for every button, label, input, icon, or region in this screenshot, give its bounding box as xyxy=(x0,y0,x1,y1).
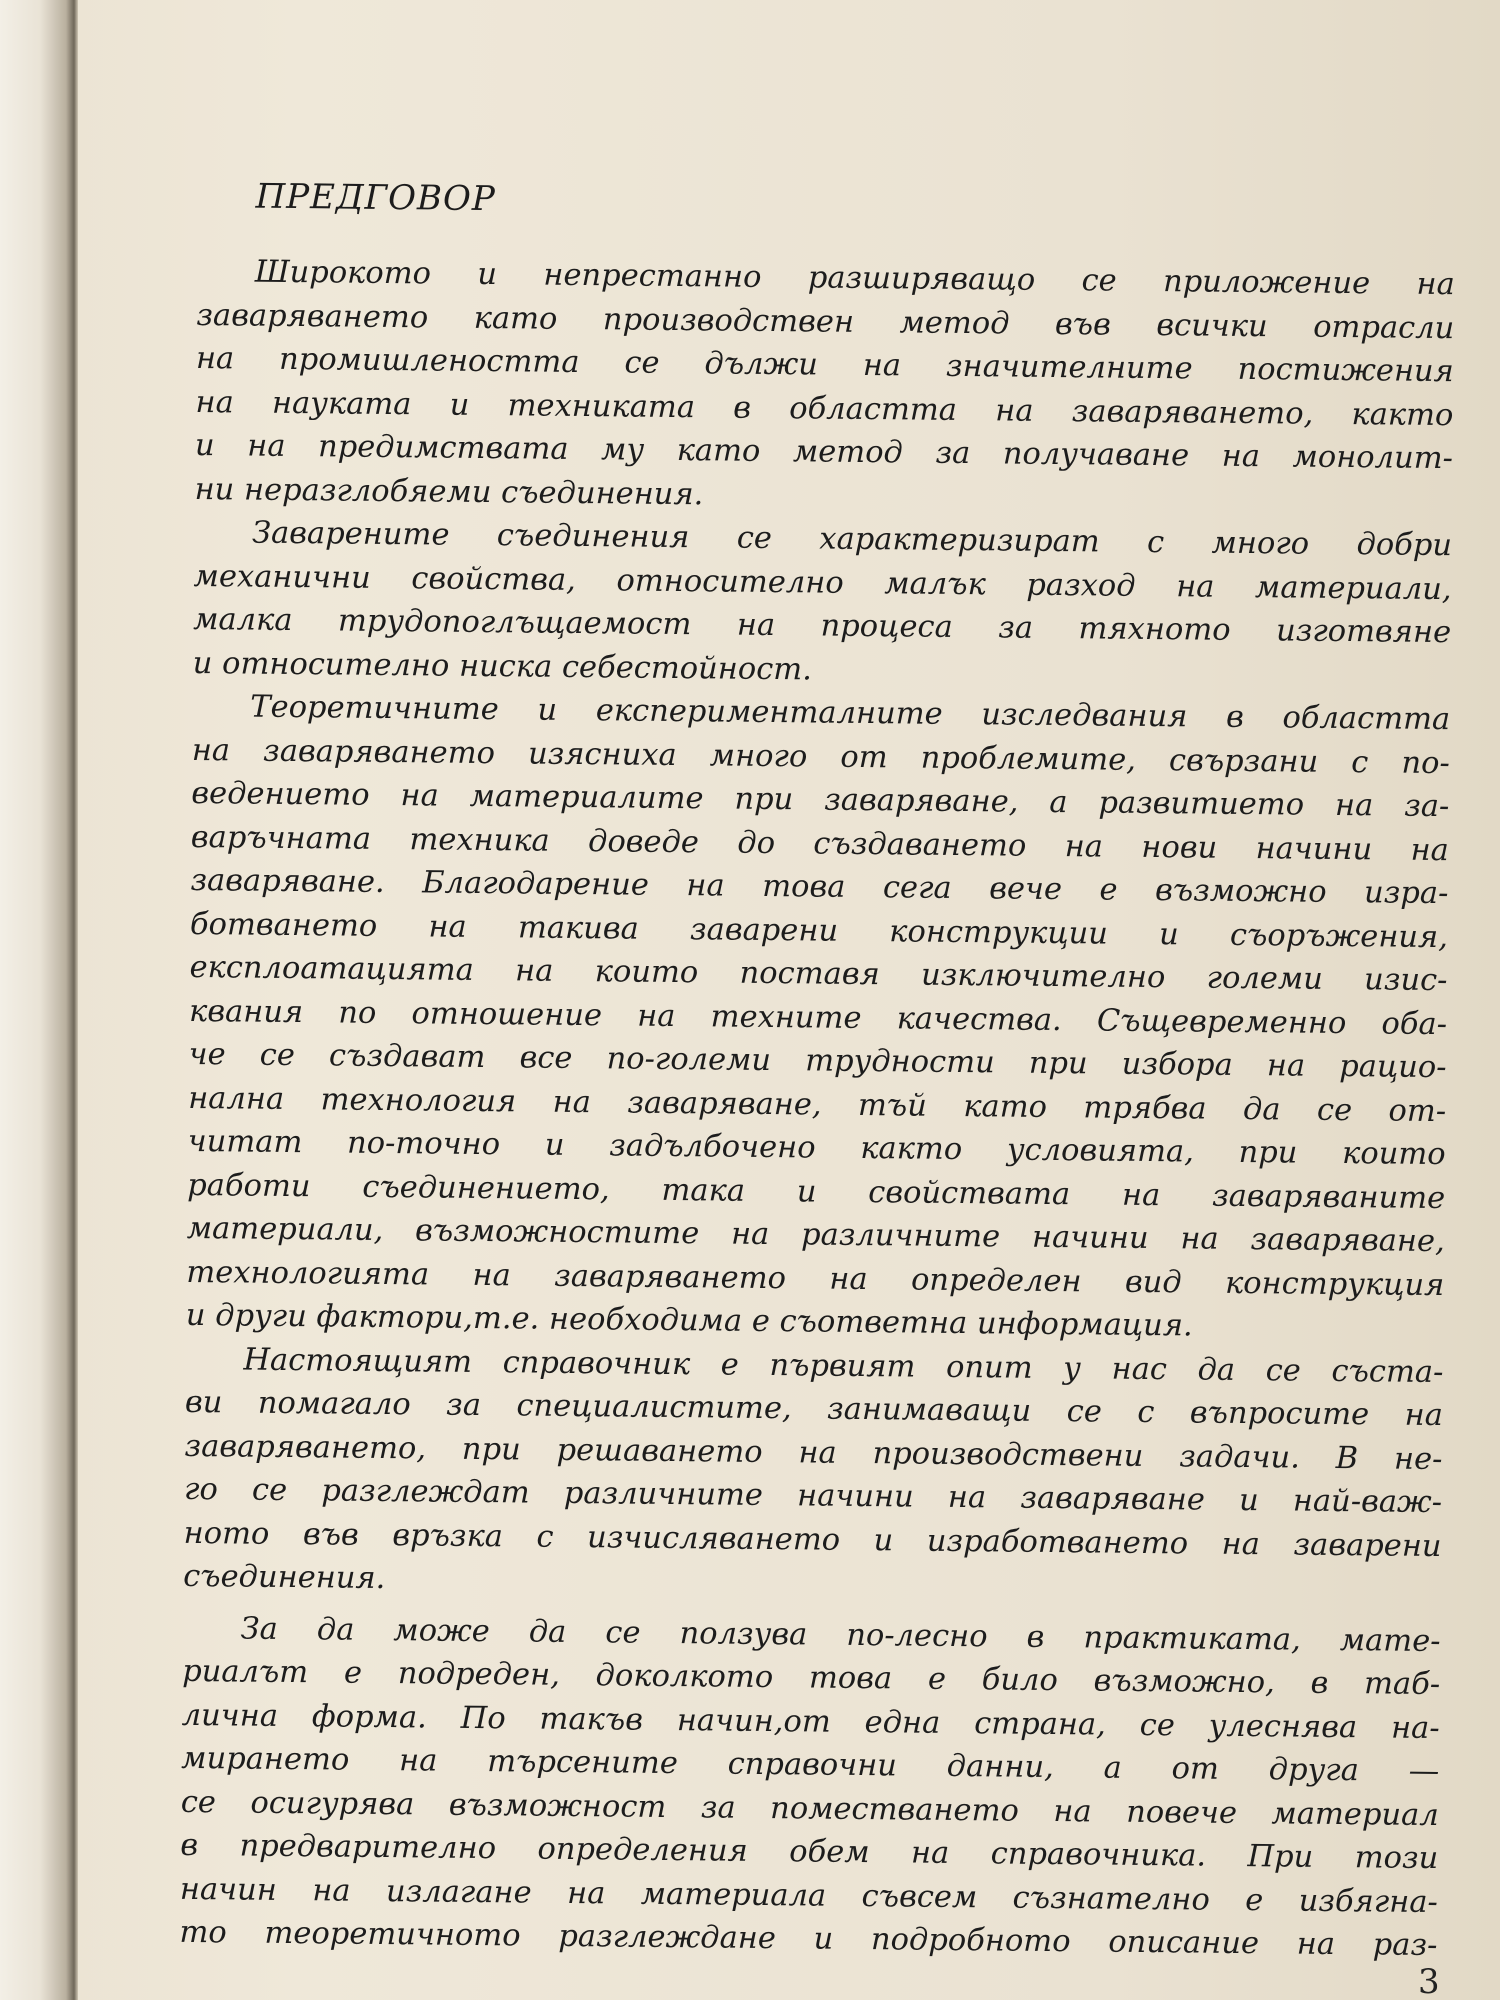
text-line: съединения. xyxy=(182,1558,386,1597)
text-line: Теоретичните и експерименталните изследвания в областта xyxy=(250,689,1451,738)
text-line: на промишлеността се дължи на значителните постижения xyxy=(195,340,1455,390)
text-line: материали, възможностите на различните начини на заваряване, xyxy=(186,1210,1445,1260)
paragraph-5 xyxy=(179,1606,1441,1967)
text-line: и на предимствата му като метод за получаване на монолит- xyxy=(194,427,1454,477)
text-line: се осигурява възможност за поместването на повече материал xyxy=(180,1784,1439,1833)
paragraph-2 xyxy=(193,511,1453,698)
text-line: начин на излагане на материала съвсем съзнателно е избягна- xyxy=(179,1871,1439,1920)
text-body xyxy=(179,160,1456,1968)
text-line: Широкото и непрестанно разширяващо се приложение на xyxy=(254,254,1455,303)
text-line: механични свойства, относително малък разход на материали, xyxy=(193,558,1452,607)
paragraph-3 xyxy=(186,685,1451,1351)
text-line: работи съединението, така и свойствата на заваряваните xyxy=(187,1167,1446,1216)
text-line: ни неразглобяеми съединения. xyxy=(194,471,704,512)
text-line: ното във връзка с изчисляването и изработването на заварени xyxy=(183,1515,1442,1564)
text-line: читат по-точно и задълбочено както условията, при които xyxy=(187,1123,1446,1173)
text-line: ботването на такива заварени конструкции и съоръжения, xyxy=(189,906,1449,955)
paragraph-4 xyxy=(183,1337,1444,1611)
text-line: лична форма. По такъв начин,от една страна, се улеснява на- xyxy=(181,1697,1440,1746)
text-line: мирането на търсените справочни данни, а от друга — xyxy=(181,1740,1440,1790)
text-line: в предварително определения обем на справочника. При този xyxy=(180,1827,1439,1877)
text-line: варъчната техника доведе до създаването на нови начини на xyxy=(190,819,1450,868)
text-line: експлоатацията на които поставя изключително големи изис- xyxy=(189,949,1448,999)
text-line: Настоящият справочник е първият опит у нас да се съста- xyxy=(243,1342,1444,1390)
text-line: заваряване. Благодарение на това сега вече е възможно изра- xyxy=(190,862,1449,912)
text-line: и други фактори,т.е. необходима е съответна информация. xyxy=(185,1297,1193,1344)
text-line: ведението на материалите при заваряване, а развитието на за- xyxy=(191,775,1450,825)
text-line: технологията на заваряването на определен вид конструкция xyxy=(186,1254,1445,1303)
text-line: на науката и техниката в областта на заваряването, както xyxy=(195,384,1454,433)
text-line: и относително ниска себестойност. xyxy=(192,645,813,687)
page-number: 3 xyxy=(1418,1962,1440,2000)
text-line: то теоретичното разглеждане и подробното описание на раз- xyxy=(179,1914,1438,1964)
text-line: го се разглеждат различните начини на заваряване и най-важ- xyxy=(183,1471,1443,1521)
text-line: ви помагало за специалистите, занимаващи се с въпросите на xyxy=(184,1384,1444,1434)
paragraph-1 xyxy=(194,250,1455,524)
text-line: че се създават все по-големи трудности при избора на рацио- xyxy=(188,1036,1447,1086)
page-title: ПРЕДГОВОР xyxy=(255,176,496,220)
text-line: малка трудопоглъщаемост на процеса за тяхното изготвяне xyxy=(193,601,1452,651)
book-gutter xyxy=(0,0,78,2000)
text-line: За да може да се ползува по-лесно в практиката, мате- xyxy=(240,1611,1441,1659)
text-line: заваряването като производствен метод във всички отрасли xyxy=(196,297,1455,346)
text-line: риалът е подреден, доколкото това е било възможно, в таб- xyxy=(181,1653,1441,1703)
text-line: на заваряването изясниха много от проблемите, свързани с по- xyxy=(191,732,1450,781)
text-line: заваряването, при решаването на производствени задачи. В не- xyxy=(184,1428,1443,1477)
text-line: квания по отношение на техните качества. Същевременно оба- xyxy=(188,993,1448,1042)
text-line: Заварените съединения се характеризират с много добри xyxy=(251,515,1453,564)
text-line: нална технология на заваряване, тъй като трябва да се от- xyxy=(187,1080,1447,1129)
